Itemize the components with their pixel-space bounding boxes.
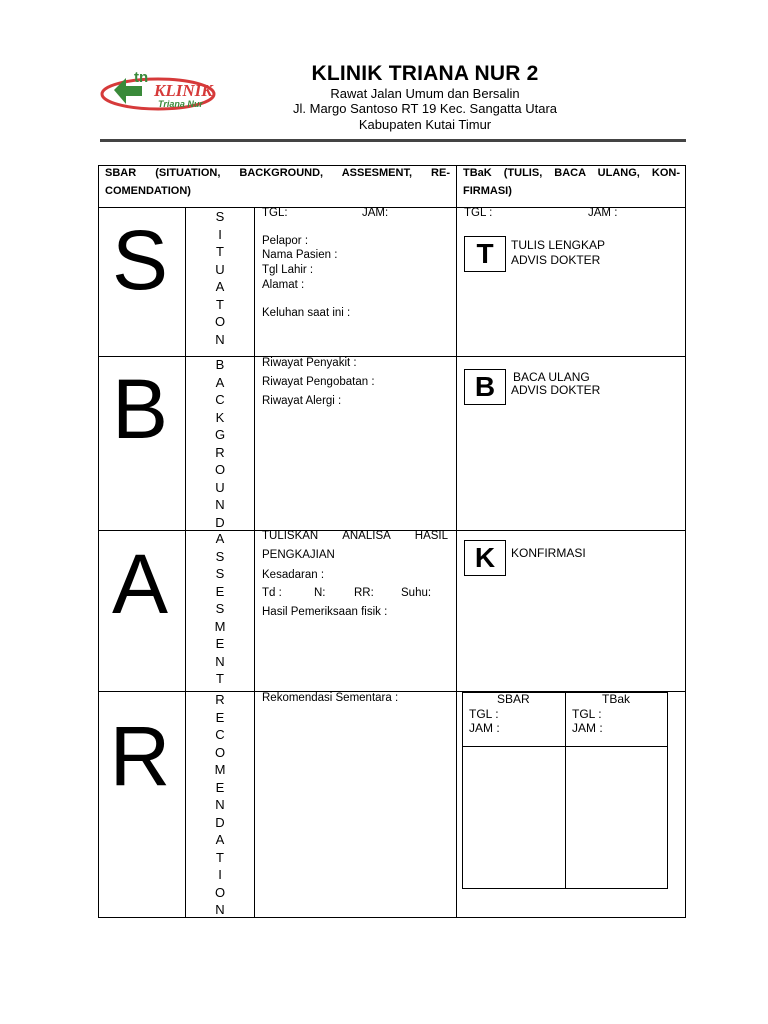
vertical-letter: U: [215, 261, 225, 277]
vertical-letter: E: [215, 583, 225, 599]
b-riwayat-pengobatan-label: Riwayat Pengobatan :: [262, 376, 375, 388]
vertical-letter: O: [214, 462, 226, 477]
header-sbar-line1: SBAR (SITUATION, BACKGROUND, ASSESMENT, RE-: [105, 167, 450, 179]
clinic-logo-graphic: [100, 66, 225, 116]
vertical-letter: B: [215, 357, 225, 372]
header-tbak-line2: FIRMASI): [463, 185, 512, 197]
logo-klinik-text: KLINIK: [154, 81, 213, 100]
vertical-letter: M: [214, 762, 226, 777]
vertical-letter: E: [215, 636, 225, 651]
header-sbar: [105, 164, 450, 200]
clinic-logo: [100, 66, 225, 116]
vertical-letter: R: [215, 444, 225, 460]
vertical-letter: A: [215, 531, 225, 546]
vertical-letter: E: [215, 709, 225, 725]
b-riwayat-penyakit-label: Riwayat Penyakit :: [262, 357, 357, 369]
vertical-situation: [185, 208, 255, 348]
vertical-letter: S: [215, 548, 225, 564]
a-td-label: Td :: [262, 587, 282, 599]
vertical-recommendation: [185, 691, 255, 919]
t-tgl-label: TGL :: [464, 207, 493, 219]
vertical-letter: I: [218, 226, 222, 242]
tulis-label-1: TULIS LENGKAP: [511, 238, 606, 252]
a-kesadaran-label: Kesadaran :: [262, 569, 325, 581]
sig-sbar-tgl: TGL :: [469, 707, 499, 721]
vertical-letter: M: [214, 618, 226, 634]
vertical-letter: S: [215, 601, 225, 616]
s-nama-pasien-label: Nama Pasien :: [262, 249, 338, 261]
a-suhu-label: Suhu:: [401, 587, 432, 599]
vertical-letter: D: [215, 814, 225, 830]
table-border-right: [685, 165, 686, 918]
vertical-letter: K: [215, 409, 225, 425]
sig-sbar-jam: JAM :: [469, 721, 500, 735]
vertical-background: [185, 356, 255, 531]
vertical-letter: G: [214, 427, 226, 442]
r-rekomendasi-label: Rekomendasi Sementara :: [262, 692, 399, 704]
letter-a: A: [111, 537, 169, 631]
vertical-letter: T: [216, 296, 224, 312]
vertical-letter: D: [215, 514, 225, 530]
konfirmasi-label: KONFIRMASI: [511, 546, 586, 560]
vertical-letter: S: [215, 209, 225, 224]
a-rr-label: RR:: [354, 587, 374, 599]
vertical-letter: T: [216, 244, 224, 259]
s-jam-label: JAM:: [362, 207, 389, 219]
vertical-assessment: [185, 530, 255, 688]
b-riwayat-alergi-label: Riwayat Alergi :: [262, 395, 342, 407]
vertical-letter: T: [216, 671, 224, 686]
vertical-letter: C: [215, 727, 225, 742]
clinic-subtitle: Rawat Jalan Umum dan Bersalin: [330, 86, 520, 101]
signature-col-divider: [565, 693, 566, 888]
signature-row-divider: [463, 746, 667, 747]
vertical-letter: I: [218, 867, 222, 882]
signature-table: [462, 692, 668, 889]
letter-b: B: [111, 362, 169, 456]
s-alamat-label: Alamat :: [262, 279, 305, 291]
sig-tbak-tgl: TGL :: [572, 707, 602, 721]
vertical-letter: N: [215, 653, 225, 669]
vertical-letter: N: [215, 902, 225, 917]
s-tgl-label: TGL:: [262, 207, 288, 219]
logo-triana-text: Triana Nur: [158, 99, 203, 109]
logo-tn-text: tn: [134, 69, 149, 86]
vertical-letter: A: [215, 832, 225, 847]
vertical-letter: E: [215, 779, 225, 795]
vertical-letter: U: [215, 479, 225, 495]
a-n-label: N:: [314, 587, 326, 599]
baca-label-1: BACA ULANG: [513, 370, 590, 384]
vertical-letter: O: [214, 884, 226, 900]
clinic-address: Jl. Margo Santoso RT 19 Kec. Sangatta Utara: [293, 101, 557, 116]
a-tuliskan-line2: PENGKAJIAN: [262, 549, 335, 561]
sig-sbar-header: SBAR: [497, 692, 530, 706]
vertical-letter: N: [215, 797, 225, 812]
vertical-letter: O: [214, 744, 226, 760]
konfirmasi-box: K: [464, 540, 506, 576]
s-tgl-lahir-label: Tgl Lahir :: [262, 264, 314, 276]
header-tbak: [463, 164, 680, 200]
vertical-letter: A: [215, 279, 225, 294]
vertical-letter: T: [216, 849, 224, 865]
clinic-region: Kabupaten Kutai Timur: [358, 117, 492, 132]
vertical-letter: R: [215, 692, 225, 707]
sig-tbak-header: TBak: [602, 692, 631, 706]
column-divider-main: [456, 165, 457, 918]
header-divider: [100, 139, 686, 142]
letter-s: S: [111, 213, 169, 307]
header-sbar-line2: COMENDATION): [105, 185, 191, 197]
s-keluhan-label: Keluhan saat ini :: [262, 307, 351, 319]
t-jam-label: JAM :: [588, 207, 618, 219]
vertical-letter: C: [215, 392, 225, 407]
baca-label-2: ADVIS DOKTER: [511, 383, 601, 397]
clinic-name: KLINIK TRIANA NUR 2: [311, 62, 539, 85]
a-tuliskan-line1: TULISKAN ANALISA HASIL: [262, 530, 448, 542]
vertical-letter: A: [215, 374, 225, 390]
vertical-letter: N: [215, 497, 225, 512]
sig-tbak-jam: JAM :: [572, 721, 603, 735]
vertical-letter: N: [215, 331, 225, 347]
a-hasil-label: Hasil Pemeriksaan fisik :: [262, 606, 388, 618]
baca-box: B: [464, 369, 506, 405]
header-tbak-line1: TBaK (TULIS, BACA ULANG, KON-: [463, 167, 680, 179]
letter-r: R: [109, 709, 171, 803]
vertical-letter: O: [214, 314, 226, 329]
vertical-letter: S: [215, 566, 225, 581]
tulis-label-2: ADVIS DOKTER: [511, 253, 601, 267]
s-pelapor-label: Pelapor :: [262, 235, 309, 247]
tulis-box: T: [464, 236, 506, 272]
